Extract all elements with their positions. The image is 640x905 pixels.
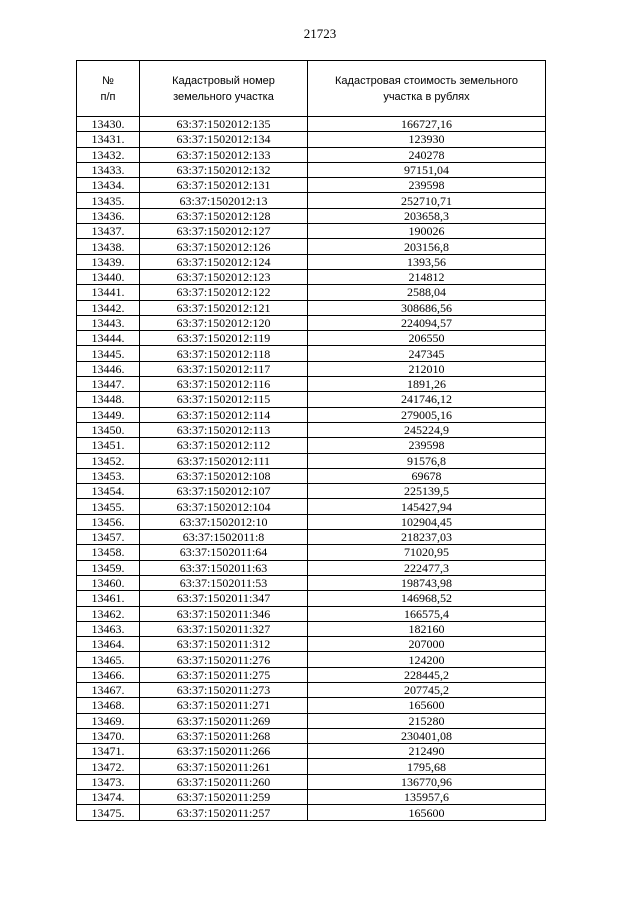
cadastral-value-cell: 207000 [308, 637, 546, 652]
cadastral-number-cell: 63:37:1502012:128 [140, 208, 308, 223]
cadastral-number-cell: 63:37:1502011:276 [140, 652, 308, 667]
row-number-cell: 13466. [77, 667, 140, 682]
row-number-cell: 13473. [77, 774, 140, 789]
row-number-cell: 13454. [77, 484, 140, 499]
row-number-cell: 13432. [77, 147, 140, 162]
cadastral-value-cell: 252710,71 [308, 193, 546, 208]
cadastral-value-cell: 239598 [308, 178, 546, 193]
row-number-cell: 13445. [77, 346, 140, 361]
table-row [77, 377, 546, 392]
table-row [77, 117, 546, 132]
table-row [77, 698, 546, 713]
header-cadastral-number: Кадастровый номер земельного участка [140, 61, 308, 117]
row-number-cell: 13452. [77, 453, 140, 468]
row-number-cell: 13447. [77, 377, 140, 392]
row-number-cell: 13461. [77, 591, 140, 606]
cadastral-value-cell: 218237,03 [308, 530, 546, 545]
cadastral-value-cell: 203156,8 [308, 239, 546, 254]
table-row [77, 805, 546, 820]
cadastral-number-cell: 63:37:1502012:124 [140, 254, 308, 269]
row-number-cell: 13471. [77, 744, 140, 759]
table-row [77, 499, 546, 514]
table-row [77, 621, 546, 636]
cadastral-value-cell: 165600 [308, 698, 546, 713]
table-row [77, 132, 546, 147]
cadastral-number-cell: 63:37:1502011:266 [140, 744, 308, 759]
cadastral-number-cell: 63:37:1502012:134 [140, 132, 308, 147]
table-row [77, 224, 546, 239]
table-row [77, 790, 546, 805]
table-row [77, 147, 546, 162]
cadastral-number-cell: 63:37:1502011:259 [140, 790, 308, 805]
cadastral-value-cell: 239598 [308, 438, 546, 453]
row-number-cell: 13459. [77, 560, 140, 575]
row-number-cell: 13465. [77, 652, 140, 667]
cadastral-number-cell: 63:37:1502011:64 [140, 545, 308, 560]
row-number-cell: 13464. [77, 637, 140, 652]
table-row [77, 453, 546, 468]
row-number-cell: 13463. [77, 621, 140, 636]
cadastral-number-cell: 63:37:1502011:312 [140, 637, 308, 652]
cadastral-number-cell: 63:37:1502011:261 [140, 759, 308, 774]
table-row [77, 300, 546, 315]
table-row [77, 193, 546, 208]
cadastral-value-cell: 146968,52 [308, 591, 546, 606]
cadastral-number-cell: 63:37:1502012:13 [140, 193, 308, 208]
cadastral-value-cell: 198743,98 [308, 575, 546, 590]
cadastral-value-cell: 166575,4 [308, 606, 546, 621]
row-number-cell: 13437. [77, 224, 140, 239]
table-row [77, 774, 546, 789]
cadastral-value-cell: 215280 [308, 713, 546, 728]
table-row [77, 728, 546, 743]
row-number-cell: 13457. [77, 530, 140, 545]
cadastral-number-cell: 63:37:1502012:133 [140, 147, 308, 162]
cadastral-value-cell: 212490 [308, 744, 546, 759]
cadastral-number-cell: 63:37:1502012:111 [140, 453, 308, 468]
table-row [77, 162, 546, 177]
table-row [77, 530, 546, 545]
row-number-cell: 13433. [77, 162, 140, 177]
cadastral-number-cell: 63:37:1502012:107 [140, 484, 308, 499]
table-row [77, 331, 546, 346]
cadastral-value-cell: 207745,2 [308, 682, 546, 697]
row-number-cell: 13449. [77, 407, 140, 422]
table-row [77, 254, 546, 269]
cadastral-number-cell: 63:37:1502011:346 [140, 606, 308, 621]
cadastral-value-cell: 279005,16 [308, 407, 546, 422]
cadastral-number-cell: 63:37:1502012:116 [140, 377, 308, 392]
table-row [77, 468, 546, 483]
cadastral-number-cell: 63:37:1502012:135 [140, 117, 308, 132]
cadastral-number-cell: 63:37:1502012:132 [140, 162, 308, 177]
cadastral-value-cell: 2588,04 [308, 285, 546, 300]
cadastral-value-cell: 230401,08 [308, 728, 546, 743]
table-row [77, 591, 546, 606]
cadastral-number-cell: 63:37:1502011:63 [140, 560, 308, 575]
table-row [77, 560, 546, 575]
table-row [77, 682, 546, 697]
table-row [77, 514, 546, 529]
cadastral-number-cell: 63:37:1502012:119 [140, 331, 308, 346]
cadastral-value-cell: 225139,5 [308, 484, 546, 499]
table-row [77, 407, 546, 422]
row-number-cell: 13438. [77, 239, 140, 254]
row-number-cell: 13470. [77, 728, 140, 743]
table-row [77, 545, 546, 560]
cadastral-number-cell: 63:37:1502012:121 [140, 300, 308, 315]
cadastral-value-cell: 214812 [308, 269, 546, 284]
header-row-number: № п/п [77, 61, 140, 117]
row-number-cell: 13441. [77, 285, 140, 300]
cadastral-number-cell: 63:37:1502011:271 [140, 698, 308, 713]
cadastral-number-cell: 63:37:1502011:268 [140, 728, 308, 743]
table-row [77, 667, 546, 682]
cadastral-value-cell: 203658,3 [308, 208, 546, 223]
cadastral-value-cell: 97151,04 [308, 162, 546, 177]
table-row [77, 606, 546, 621]
cadastral-number-cell: 63:37:1502011:275 [140, 667, 308, 682]
cadastral-number-cell: 63:37:1502012:123 [140, 269, 308, 284]
row-number-cell: 13439. [77, 254, 140, 269]
row-number-cell: 13436. [77, 208, 140, 223]
cadastral-value-cell: 212010 [308, 361, 546, 376]
cadastral-value-cell: 165600 [308, 805, 546, 820]
table-row [77, 285, 546, 300]
table-row [77, 239, 546, 254]
table-row [77, 484, 546, 499]
cadastral-value-cell: 135957,6 [308, 790, 546, 805]
row-number-cell: 13462. [77, 606, 140, 621]
row-number-cell: 13448. [77, 392, 140, 407]
cadastral-value-cell: 71020,95 [308, 545, 546, 560]
cadastral-value-cell: 1393,56 [308, 254, 546, 269]
table-body [77, 117, 546, 821]
cadastral-number-cell: 63:37:1502012:131 [140, 178, 308, 193]
cadastral-value-cell: 1795,68 [308, 759, 546, 774]
cadastral-number-cell: 63:37:1502011:260 [140, 774, 308, 789]
table-row [77, 346, 546, 361]
header-cadastral-value: Кадастровая стоимость земельного участка в рублях [308, 61, 546, 117]
table-row [77, 269, 546, 284]
cadastral-value-cell: 308686,56 [308, 300, 546, 315]
table-row [77, 759, 546, 774]
cadastral-value-cell: 91576,8 [308, 453, 546, 468]
row-number-cell: 13444. [77, 331, 140, 346]
row-number-cell: 13475. [77, 805, 140, 820]
cadastral-value-cell: 69678 [308, 468, 546, 483]
table-row [77, 713, 546, 728]
cadastral-number-cell: 63:37:1502012:122 [140, 285, 308, 300]
row-number-cell: 13456. [77, 514, 140, 529]
row-number-cell: 13474. [77, 790, 140, 805]
row-number-cell: 13430. [77, 117, 140, 132]
cadastral-number-cell: 63:37:1502011:269 [140, 713, 308, 728]
cadastral-number-cell: 63:37:1502011:327 [140, 621, 308, 636]
cadastral-value-cell: 124200 [308, 652, 546, 667]
row-number-cell: 13460. [77, 575, 140, 590]
row-number-cell: 13469. [77, 713, 140, 728]
row-number-cell: 13458. [77, 545, 140, 560]
cadastral-number-cell: 63:37:1502012:126 [140, 239, 308, 254]
cadastral-value-cell: 241746,12 [308, 392, 546, 407]
cadastral-value-table [76, 60, 546, 821]
cadastral-value-cell: 145427,94 [308, 499, 546, 514]
row-number-cell: 13446. [77, 361, 140, 376]
row-number-cell: 13472. [77, 759, 140, 774]
cadastral-number-cell: 63:37:1502012:104 [140, 499, 308, 514]
table-row [77, 637, 546, 652]
cadastral-value-cell: 182160 [308, 621, 546, 636]
cadastral-number-cell: 63:37:1502011:273 [140, 682, 308, 697]
cadastral-number-cell: 63:37:1502012:117 [140, 361, 308, 376]
row-number-cell: 13443. [77, 315, 140, 330]
cadastral-value-cell: 102904,45 [308, 514, 546, 529]
cadastral-value-cell: 166727,16 [308, 117, 546, 132]
cadastral-value-cell: 123930 [308, 132, 546, 147]
cadastral-number-cell: 63:37:1502012:10 [140, 514, 308, 529]
cadastral-number-cell: 63:37:1502011:347 [140, 591, 308, 606]
table-row [77, 315, 546, 330]
row-number-cell: 13440. [77, 269, 140, 284]
cadastral-number-cell: 63:37:1502012:108 [140, 468, 308, 483]
row-number-cell: 13455. [77, 499, 140, 514]
cadastral-number-cell: 63:37:1502012:120 [140, 315, 308, 330]
cadastral-number-cell: 63:37:1502012:114 [140, 407, 308, 422]
cadastral-value-cell: 245224,9 [308, 422, 546, 437]
row-number-cell: 13431. [77, 132, 140, 147]
table-row [77, 652, 546, 667]
cadastral-value-cell: 222477,3 [308, 560, 546, 575]
cadastral-value-cell: 136770,96 [308, 774, 546, 789]
table-row [77, 361, 546, 376]
cadastral-number-cell: 63:37:1502012:113 [140, 422, 308, 437]
row-number-cell: 13435. [77, 193, 140, 208]
row-number-cell: 13453. [77, 468, 140, 483]
cadastral-value-cell: 1891,26 [308, 377, 546, 392]
row-number-cell: 13434. [77, 178, 140, 193]
row-number-cell: 13450. [77, 422, 140, 437]
table-row [77, 744, 546, 759]
cadastral-number-cell: 63:37:1502011:257 [140, 805, 308, 820]
row-number-cell: 13451. [77, 438, 140, 453]
cadastral-number-cell: 63:37:1502012:115 [140, 392, 308, 407]
table-row [77, 208, 546, 223]
cadastral-value-cell: 190026 [308, 224, 546, 239]
table-row [77, 392, 546, 407]
cadastral-value-cell: 247345 [308, 346, 546, 361]
cadastral-number-cell: 63:37:1502011:53 [140, 575, 308, 590]
table-row [77, 575, 546, 590]
table-row [77, 178, 546, 193]
table-header-row [77, 61, 546, 117]
cadastral-number-cell: 63:37:1502012:127 [140, 224, 308, 239]
row-number-cell: 13467. [77, 682, 140, 697]
cadastral-value-cell: 206550 [308, 331, 546, 346]
cadastral-number-cell: 63:37:1502011:8 [140, 530, 308, 545]
cadastral-number-cell: 63:37:1502012:112 [140, 438, 308, 453]
table-row [77, 422, 546, 437]
cadastral-number-cell: 63:37:1502012:118 [140, 346, 308, 361]
cadastral-value-cell: 224094,57 [308, 315, 546, 330]
row-number-cell: 13442. [77, 300, 140, 315]
page-number: 21723 [303, 26, 337, 41]
row-number-cell: 13468. [77, 698, 140, 713]
cadastral-value-cell: 240278 [308, 147, 546, 162]
cadastral-value-cell: 228445,2 [308, 667, 546, 682]
table-row [77, 438, 546, 453]
